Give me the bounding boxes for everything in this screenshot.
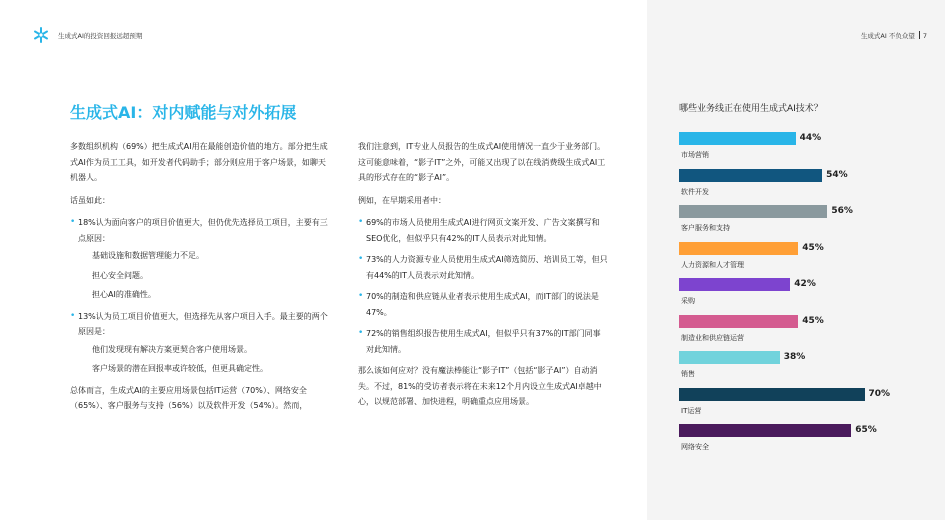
paragraph: 那么该如何应对？没有魔法棒能让“影子IT”（包括“影子AI”）自动消失。不过，81%的受访者表示将在未来12个月内设立生成式AI卓越中心，以规范部署、加快进程，明确重点应用场景。 — [358, 366, 602, 406]
page-title: 生成式AI：对内赋能与对外拓展 — [70, 103, 297, 122]
bar-category-label: 人力资源和人才管理 — [681, 260, 744, 269]
bullet-list — [70, 215, 332, 377]
bar-value-label: 65% — [855, 425, 877, 435]
sub-list — [78, 248, 332, 303]
sub-list — [78, 342, 332, 377]
bar — [679, 132, 796, 145]
bar-value-label: 45% — [802, 242, 824, 253]
paragraph: 话虽如此： — [70, 195, 110, 205]
bar — [679, 388, 865, 401]
bar-value-label: 56% — [831, 206, 853, 216]
sub-item: 他们发现现有解决方案更契合客户使用场景。 — [92, 344, 252, 354]
bar-category-label: 软件开发 — [681, 187, 709, 196]
bullet-icon: • — [358, 328, 364, 338]
page-number: 7 — [922, 32, 927, 40]
bar — [679, 242, 798, 255]
chart-title: 哪些业务线正在使用生成式AI技术？ — [679, 104, 823, 114]
bar-value-label: 42% — [794, 279, 816, 289]
list-item-text: 70%的制造和供应链从业者表示使用生成式AI，而IT部门的说法是47%。 — [366, 292, 599, 317]
column-left — [70, 139, 332, 421]
bullet-icon: • — [358, 291, 364, 301]
bar-chart — [679, 132, 919, 462]
paragraph: 总体而言，生成式AI的主要应用场景包括IT运营（70%）、网络安全（65%）、客户服务与支持（56%）以及软件开发（54%）。然而， — [70, 385, 308, 410]
bar-value-label: 54% — [826, 169, 848, 180]
bar-row — [679, 169, 919, 199]
bullet-list — [358, 215, 608, 357]
bar — [679, 278, 790, 291]
bar-row — [679, 315, 919, 345]
list-item-text: 73%的人力资源专业人员使用生成式AI筛选简历、培训员工等，但只有44%的IT人员表示对此知情。 — [366, 255, 608, 280]
sub-item: 基础设施和数据管理能力不足。 — [92, 251, 204, 260]
bar-category-label: 销售 — [681, 370, 695, 378]
list-item — [70, 215, 332, 303]
list-item-text: 13%认为员工项目价值更大，但选择先从客户项目入手。最主要的两个原因是： — [78, 311, 328, 336]
bar — [679, 424, 851, 437]
bar — [679, 315, 798, 328]
bar-category-label: 制造业和供应链运营 — [681, 333, 744, 342]
header-section-title: 生成式AI 不负众望 — [860, 32, 915, 40]
bar-row — [679, 388, 919, 418]
bar-category-label: 市场营销 — [681, 151, 709, 159]
bullet-icon: • — [358, 254, 364, 264]
paragraph: 我们注意到，IT专业人员报告的生成式AI使用情况一直少于业务部门。这可能意味着，“影子IT”之外，可能又出现了以在线消费级生成式AI工具的形式存在的“影子AI”。 — [358, 142, 606, 182]
bar-row — [679, 278, 919, 308]
bar-category-label: 网络安全 — [681, 443, 709, 451]
bar-row — [679, 132, 919, 162]
list-item — [358, 215, 608, 246]
bullet-icon: • — [358, 217, 364, 227]
bar-row — [679, 205, 919, 235]
column-middle — [358, 139, 608, 417]
bar-value-label: 38% — [783, 352, 806, 362]
bar — [679, 205, 827, 218]
bar-value-label: 45% — [802, 315, 824, 326]
bar — [679, 169, 822, 182]
bar-category-label: IT运营 — [681, 406, 702, 415]
header-doc-title: 生成式AI的投资回报远超预期 — [58, 32, 143, 40]
list-item — [358, 326, 608, 357]
header-divider — [919, 31, 920, 39]
bar-category-label: 客户服务和支持 — [681, 224, 730, 232]
bar-row — [679, 424, 919, 454]
bar-row — [679, 242, 919, 272]
list-item-text: 18%认为面向客户的项目价值更大，但仍优先选择员工项目，主要有三点原因： — [78, 218, 328, 243]
bar-value-label: 44% — [799, 133, 822, 143]
bar-category-label: 采购 — [681, 297, 695, 305]
header-section — [861, 31, 927, 40]
list-item — [358, 252, 608, 283]
sub-item: 担心AI的准确性。 — [92, 290, 156, 299]
list-item-text: 69%的市场人员使用生成式AI进行网页文案开发、广告文案撰写和SEO优化，但似乎只有42%的IT人员表示对此知情。 — [366, 218, 600, 243]
paragraph: 多数组织机构（69%）把生成式AI用在最能创造价值的地方。部分把生成式AI作为员工工具，如开发者代码助手；部分则应用于客户场景，如聊天机器人。 — [70, 142, 328, 182]
list-item — [358, 289, 608, 320]
paragraph: 例如，在早期采用者中： — [358, 195, 446, 205]
sub-item: 客户场景的潜在回报率或许较低，但更具确定性。 — [92, 364, 268, 373]
bullet-icon: • — [70, 217, 76, 227]
bar-value-label: 70% — [868, 388, 891, 399]
bullet-icon: • — [70, 310, 76, 321]
bar-row — [679, 351, 919, 381]
bar — [679, 351, 780, 364]
snowflake-logo-icon — [33, 27, 49, 43]
list-item-text: 72%的销售组织报告使用生成式AI，但似乎只有37%的IT部门同事对此知情。 — [366, 329, 601, 354]
sub-item: 担心安全问题。 — [92, 270, 148, 280]
list-item — [70, 309, 332, 377]
